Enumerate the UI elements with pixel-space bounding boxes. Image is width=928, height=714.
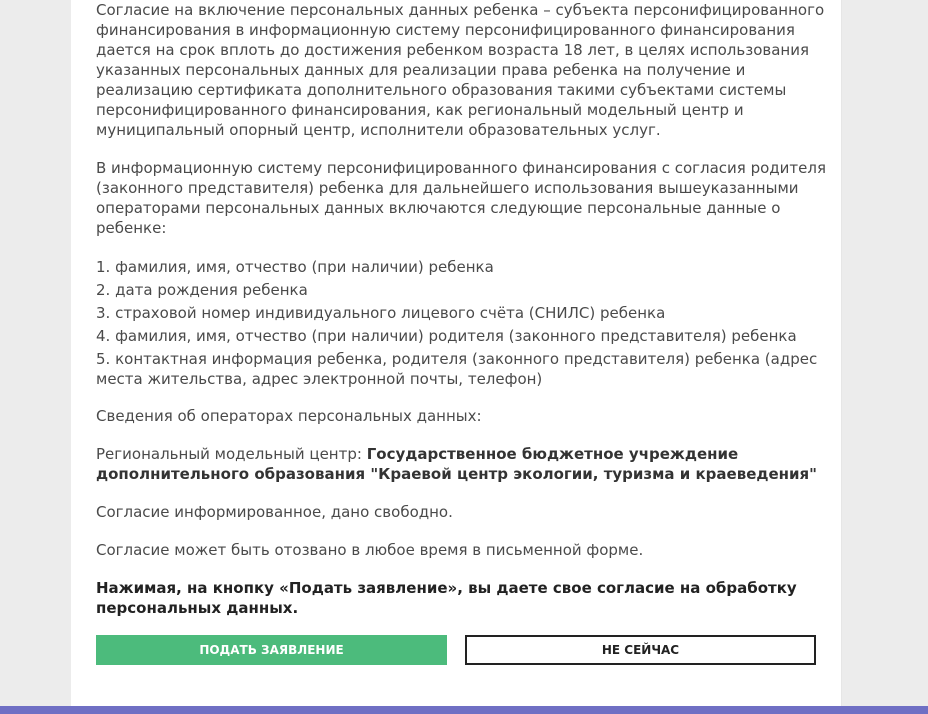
list-item: 1. фамилия, имя, отчество (при наличии) ребенка <box>96 258 494 276</box>
submit-application-button[interactable]: ПОДАТЬ ЗАЯВЛЕНИЕ <box>96 635 447 665</box>
consent-paragraph-purpose: Согласие на включение персональных данных ребенка – субъекта персонифицированного финансирования в информационную систему персонифицированного финансирования дается на срок вплоть до достижения ребенком возраста 18 лет, в целях использования указанных персональных данных для реализации права ребенка на получение и реализацию сертификата дополнительного образования такими субъектами системы персонифицированного финансирования, как региональный модельный центр и муниципальный опорный центр, исполнители образовательных услуг. <box>96 1 825 139</box>
not-now-button[interactable]: НЕ СЕЙЧАС <box>465 635 816 665</box>
consent-notice: Нажимая, на кнопку «Подать заявление», вы даете свое согласие на обработку персональных данных. <box>96 579 797 617</box>
consent-panel <box>71 0 842 706</box>
regional-center-name: Государственное бюджетное учреждение дополнительного образования "Краевой центр экологии, туризма и краеведения" <box>96 445 817 483</box>
list-item: 3. страховой номер индивидуального лицевого счёта (СНИЛС) ребенка <box>96 304 666 322</box>
operators-heading: Сведения об операторах персональных данных: <box>96 407 482 425</box>
informed-consent-text: Согласие информированное, дано свободно. <box>96 503 453 521</box>
regional-center-label: Региональный модельный центр: <box>96 445 367 463</box>
consent-paragraph-data: В информационную систему персонифицированного финансирования с согласия родителя (законного представителя) ребенка для дальнейшего использования вышеуказанными операторами персональных данных включаются следующие персональные данные о ребенке: <box>96 159 826 237</box>
personal-data-list <box>96 256 826 389</box>
bottom-bar <box>0 706 928 714</box>
regional-center <box>96 444 826 484</box>
list-item: 2. дата рождения ребенка <box>96 281 308 299</box>
list-item: 4. фамилия, имя, отчество (при наличии) родителя (законного представителя) ребенка <box>96 327 797 345</box>
list-item: 5. контактная информация ребенка, родителя (законного представителя) ребенка (адрес места жительства, адрес электронной почты, телефон) <box>96 350 818 388</box>
revocable-consent-text: Согласие может быть отозвано в любое время в письменной форме. <box>96 541 644 559</box>
